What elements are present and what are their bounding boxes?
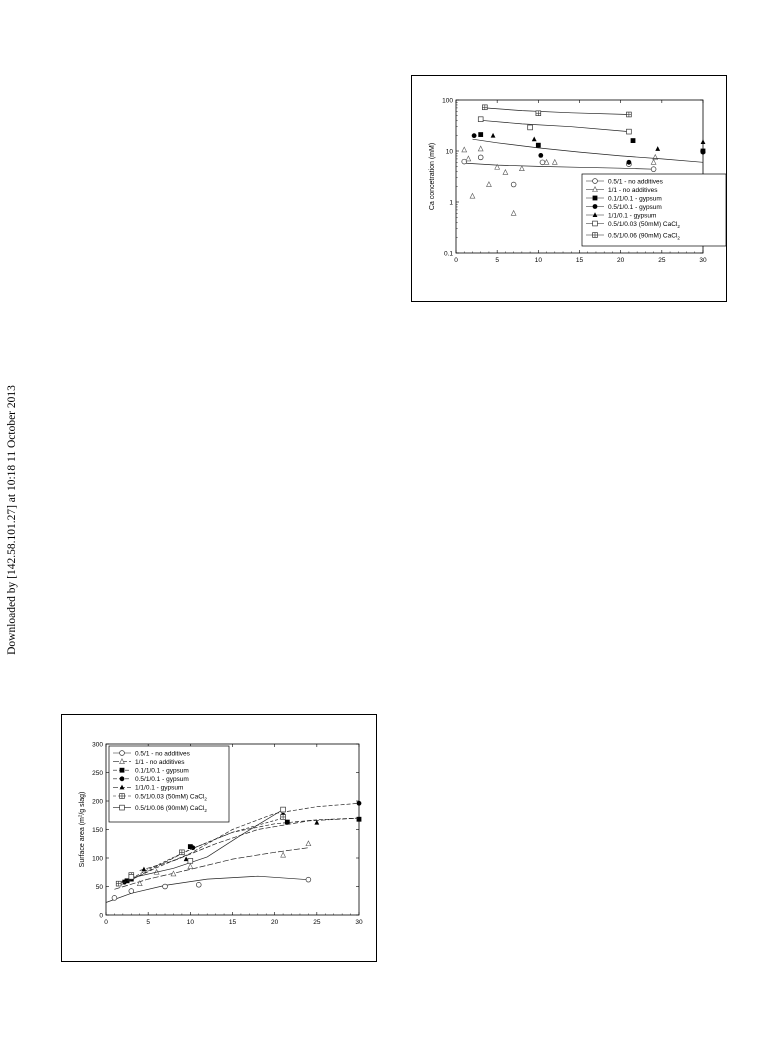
data-point: [538, 153, 543, 158]
x-tick-label: 20: [617, 257, 625, 264]
legend-entry: 0.5/1 - no additives: [135, 750, 190, 758]
data-point: [655, 146, 660, 151]
legend-entry: 0.5/1/0.03 (50mM) CaCl$_2$: [608, 220, 680, 229]
data-point: [478, 132, 483, 137]
data-point: [519, 166, 524, 171]
data-point: [491, 133, 496, 138]
data-point: [627, 160, 632, 165]
y-tick-label: 0.1: [443, 250, 453, 258]
download-watermark: [0, 0, 24, 1044]
legend-entry: 0.5/1/0.1 - gypsum: [608, 203, 662, 211]
series-fit-line: [140, 818, 359, 870]
data-point: [462, 159, 467, 164]
y-tick-label: 150: [92, 826, 103, 834]
legend-marker: [120, 794, 125, 799]
series-fit-line: [127, 818, 359, 882]
series-fit-line: [481, 120, 629, 131]
y-tick-label: 100: [92, 855, 103, 863]
x-tick-label: 25: [658, 257, 666, 264]
data-point: [129, 889, 134, 894]
series-fit-line: [473, 139, 704, 162]
data-point: [281, 815, 286, 820]
data-point: [627, 129, 632, 134]
legend-marker: [120, 805, 125, 810]
legend-entry: 1/1 - no additives: [608, 186, 658, 194]
legend-marker: [593, 179, 598, 184]
legend-entry: 0.5/1/0.06 (90mM) CaCl$_2$: [608, 232, 680, 241]
data-point: [532, 136, 537, 141]
data-point: [306, 841, 311, 846]
data-point: [482, 105, 487, 110]
data-point: [478, 117, 483, 122]
data-point: [129, 874, 134, 879]
x-tick-label: 30: [355, 919, 363, 926]
surface-area-figure: [61, 714, 377, 962]
x-tick-label: 30: [699, 257, 707, 264]
data-point: [116, 881, 121, 886]
series-fit-line: [485, 108, 629, 115]
download-watermark-text: Downloaded by [142.58.101.27] at 10:18 11 October 2013: [6, 385, 18, 655]
legend-entry: 0.5/1/0.03 (50mM) CaCl$_2$: [135, 793, 207, 802]
legend-marker: [120, 751, 125, 756]
x-tick-label: 5: [146, 919, 150, 926]
legend-marker: [593, 233, 598, 238]
y-tick-label: 200: [92, 798, 103, 806]
series-fit-line: [464, 163, 653, 169]
data-point: [281, 807, 286, 812]
x-tick-label: 25: [313, 919, 321, 926]
series-fit-line: [106, 876, 308, 902]
legend-entry: 0.5/1 - no additives: [608, 178, 663, 186]
legend-marker: [120, 776, 125, 781]
legend-entry: 0.5/1/0.1 - gypsum: [135, 776, 189, 784]
x-tick-label: 0: [454, 257, 458, 264]
data-point: [306, 877, 311, 882]
ca-concentration-chart: [412, 76, 726, 301]
legend-marker: [120, 768, 125, 773]
legend-entry: 1/1 - no additives: [135, 758, 185, 766]
x-tick-label: 10: [186, 919, 194, 926]
data-point: [487, 182, 492, 187]
data-point: [281, 852, 286, 857]
data-point: [536, 143, 541, 148]
x-tick-label: 15: [228, 919, 237, 926]
legend-marker: [593, 196, 598, 201]
data-point: [180, 850, 185, 855]
legend-entry: 1/1/0.1 - gypsum: [135, 784, 184, 792]
y-tick-label: 1: [449, 199, 453, 207]
data-point: [196, 882, 201, 887]
x-tick-label: 10: [534, 257, 542, 264]
data-point: [188, 858, 193, 863]
data-point: [472, 133, 477, 138]
surface-area-chart: [62, 715, 376, 961]
x-tick-label: 0: [104, 919, 108, 926]
data-point: [188, 864, 193, 869]
y-tick-label: 10: [445, 148, 453, 156]
y-axis-label: Surface area ($m^2/g$ slag): [77, 791, 86, 868]
legend: [109, 746, 229, 822]
data-point: [285, 820, 290, 825]
data-point: [701, 150, 706, 155]
data-point: [163, 884, 168, 889]
x-tick-label: 5: [495, 257, 499, 264]
legend-entry: 0.5/1/0.06 (90mM) CaCl$_2$: [135, 804, 207, 813]
data-point: [651, 160, 656, 165]
data-point: [470, 193, 475, 198]
y-tick-label: 0: [99, 912, 103, 920]
data-point: [701, 139, 706, 144]
legend-entry: 1/1/0.1 - gypsum: [608, 212, 657, 220]
data-point: [462, 147, 467, 152]
x-tick-label: 15: [575, 257, 584, 264]
legend-marker: [593, 204, 598, 209]
data-point: [190, 845, 195, 850]
y-tick-label: 100: [442, 97, 453, 105]
ca-concentration-figure: [411, 75, 727, 302]
legend-marker: [593, 221, 598, 226]
legend-entry: 0.1/1/0.1 - gypsum: [135, 767, 189, 775]
data-point: [466, 156, 471, 161]
data-point: [627, 112, 632, 117]
y-tick-label: 50: [95, 883, 103, 891]
data-point: [503, 170, 508, 175]
data-point: [137, 881, 142, 886]
data-point: [112, 896, 117, 901]
y-tick-label: 250: [92, 769, 103, 777]
y-axis-label: Ca concetration (mM): [429, 142, 436, 211]
x-tick-label: 20: [271, 919, 279, 926]
data-point: [651, 167, 656, 172]
data-point: [536, 111, 541, 116]
data-point: [528, 125, 533, 130]
legend: [582, 174, 726, 246]
data-point: [552, 160, 557, 165]
data-point: [478, 155, 483, 160]
data-point: [357, 801, 362, 806]
data-point: [631, 138, 636, 143]
data-point: [511, 211, 516, 216]
data-point: [511, 182, 516, 187]
legend-entry: 0.1/1/0.1 - gypsum: [608, 195, 662, 203]
y-tick-label: 300: [92, 741, 103, 749]
data-point: [478, 146, 483, 151]
